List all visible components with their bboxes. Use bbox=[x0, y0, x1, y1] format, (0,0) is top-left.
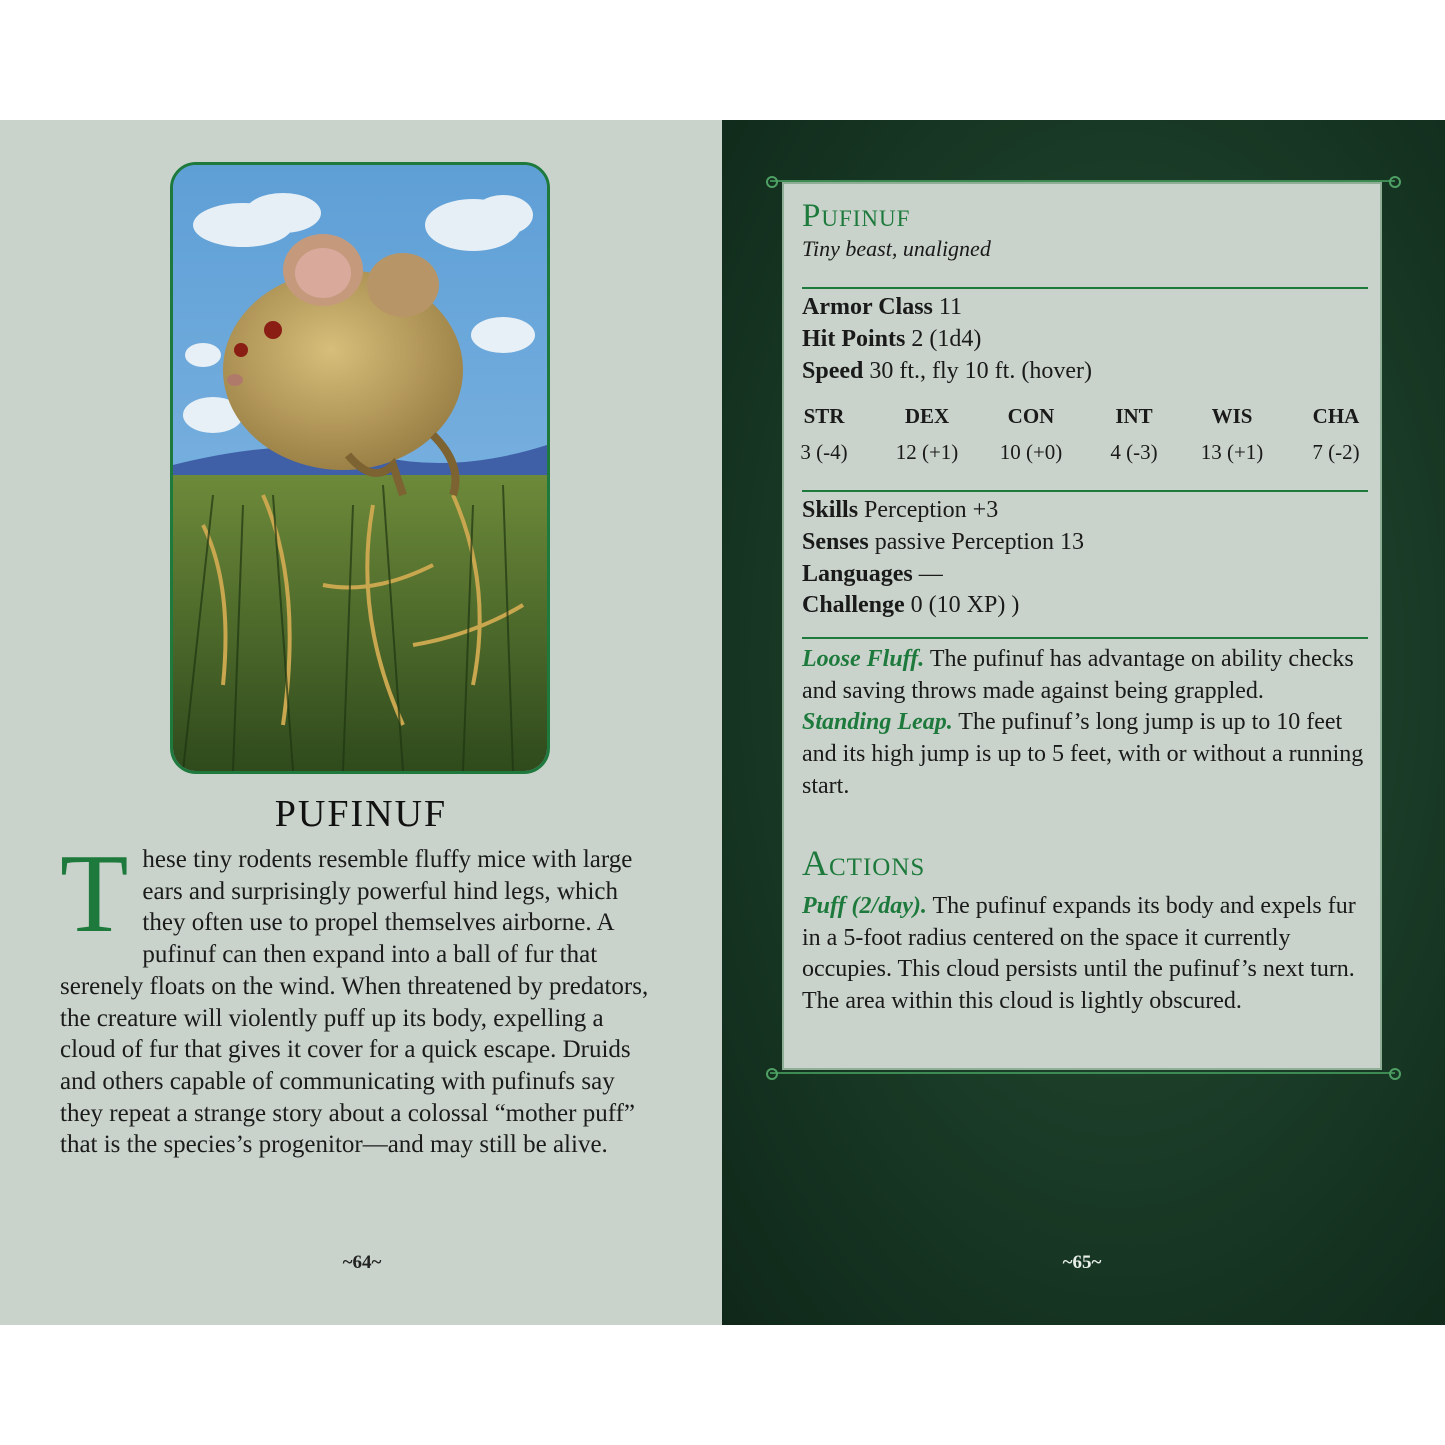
languages-line bbox=[802, 561, 943, 588]
ability-name: STR bbox=[803, 404, 845, 428]
ability-score: 13 (+1) bbox=[1200, 440, 1264, 464]
divider-rule bbox=[802, 287, 1368, 289]
stat-block bbox=[782, 182, 1382, 1070]
speed-value: 30 ft., fly 10 ft. (hover) bbox=[869, 358, 1092, 384]
skills-line bbox=[802, 497, 998, 524]
senses-value: passive Perception 13 bbox=[874, 529, 1084, 555]
pufinuf-illustration bbox=[173, 165, 547, 771]
trait-text: The pufinuf’s long jump is up to 10 feet and its high jump is up to 5 feet, with or without a running start. bbox=[802, 709, 1364, 799]
ability-score: 3 (-4) bbox=[800, 440, 848, 464]
skills-label: Skills bbox=[802, 497, 859, 523]
challenge-label: Challenge bbox=[802, 592, 905, 618]
trait-text: The pufinuf has advantage on ability checks and saving throws made against being grappled. bbox=[802, 646, 1354, 704]
armor-class-value: 11 bbox=[938, 294, 962, 320]
action-block bbox=[802, 891, 1368, 1018]
frame-corner-dot bbox=[766, 176, 778, 188]
lore-paragraph bbox=[60, 832, 656, 1161]
hit-points-value: 2 (1d4) bbox=[911, 326, 982, 352]
frame-corner-dot bbox=[766, 1068, 778, 1080]
action-text: The pufinuf expands its body and expels fur in a 5-foot radius centered on the space it currently occupies. This cloud persists until the pufinuf’s next turn. The area within this cloud is lightly obscured. bbox=[802, 893, 1356, 1015]
ability-name: DEX bbox=[904, 404, 950, 428]
frame-corner-dot bbox=[1389, 176, 1401, 188]
hit-points-line bbox=[802, 326, 981, 353]
challenge-value: 0 (10 XP) ) bbox=[910, 592, 1020, 618]
lore-text: hese tiny rodents resemble fluffy mice with large ears and surprisingly powerful hind legs, which they often use to propel themselves airborne. A pufinuf can then expand into a ball of fur that serenely floats on the wind. When threatened by predators, the creature will violently puff up its body, expelling a cloud of fur that gives it cover for a quick escape. Druids and others capable of communicating with pufinufs say they repeat a strange story about a colossal “mother puff” that is the species’s progenitor—and may still be alive. bbox=[60, 846, 649, 1159]
creature-illustration bbox=[170, 162, 550, 774]
right-page bbox=[722, 120, 1445, 1325]
page-number-right: ~65~ bbox=[1062, 1252, 1102, 1273]
action-name: Puff (2/day). bbox=[802, 893, 927, 919]
hit-points-label: Hit Points bbox=[802, 326, 906, 352]
creature-title: PUFINUF bbox=[274, 793, 448, 835]
statblock-name: Pufinuf bbox=[802, 198, 911, 234]
statblock-type: Tiny beast, unaligned bbox=[802, 236, 991, 261]
ability-name: CHA bbox=[1312, 404, 1360, 428]
frame-corner-dot bbox=[1389, 1068, 1401, 1080]
actions-heading: Actions bbox=[802, 843, 926, 883]
languages-label: Languages bbox=[802, 561, 913, 587]
book-spread bbox=[0, 120, 1445, 1325]
frame-bottom-line bbox=[770, 1072, 1395, 1074]
armor-class-line bbox=[802, 294, 962, 321]
divider-rule bbox=[802, 637, 1368, 639]
ability-score: 12 (+1) bbox=[895, 440, 959, 464]
ability-name: WIS bbox=[1211, 404, 1253, 428]
ability-score: 4 (-3) bbox=[1110, 440, 1158, 464]
languages-value: — bbox=[918, 561, 943, 587]
armor-class-label: Armor Class bbox=[802, 294, 933, 320]
drop-cap: T bbox=[60, 832, 129, 956]
senses-line bbox=[802, 529, 1084, 556]
left-page bbox=[0, 120, 722, 1325]
ability-score: 7 (-2) bbox=[1312, 440, 1360, 464]
trait-name: Standing Leap. bbox=[802, 709, 953, 736]
page-number-left: ~64~ bbox=[342, 1252, 382, 1273]
speed-label: Speed bbox=[802, 358, 864, 384]
ability-score: 10 (+0) bbox=[999, 440, 1063, 464]
ability-name: INT bbox=[1115, 404, 1153, 428]
ability-name: CON bbox=[1007, 404, 1055, 428]
speed-line bbox=[802, 358, 1092, 385]
trait-block bbox=[802, 644, 1368, 803]
skills-value: Perception +3 bbox=[864, 497, 999, 523]
challenge-line bbox=[802, 592, 1019, 619]
divider-rule bbox=[802, 490, 1368, 492]
trait-name: Loose Fluff. bbox=[802, 646, 925, 672]
senses-label: Senses bbox=[802, 529, 869, 555]
